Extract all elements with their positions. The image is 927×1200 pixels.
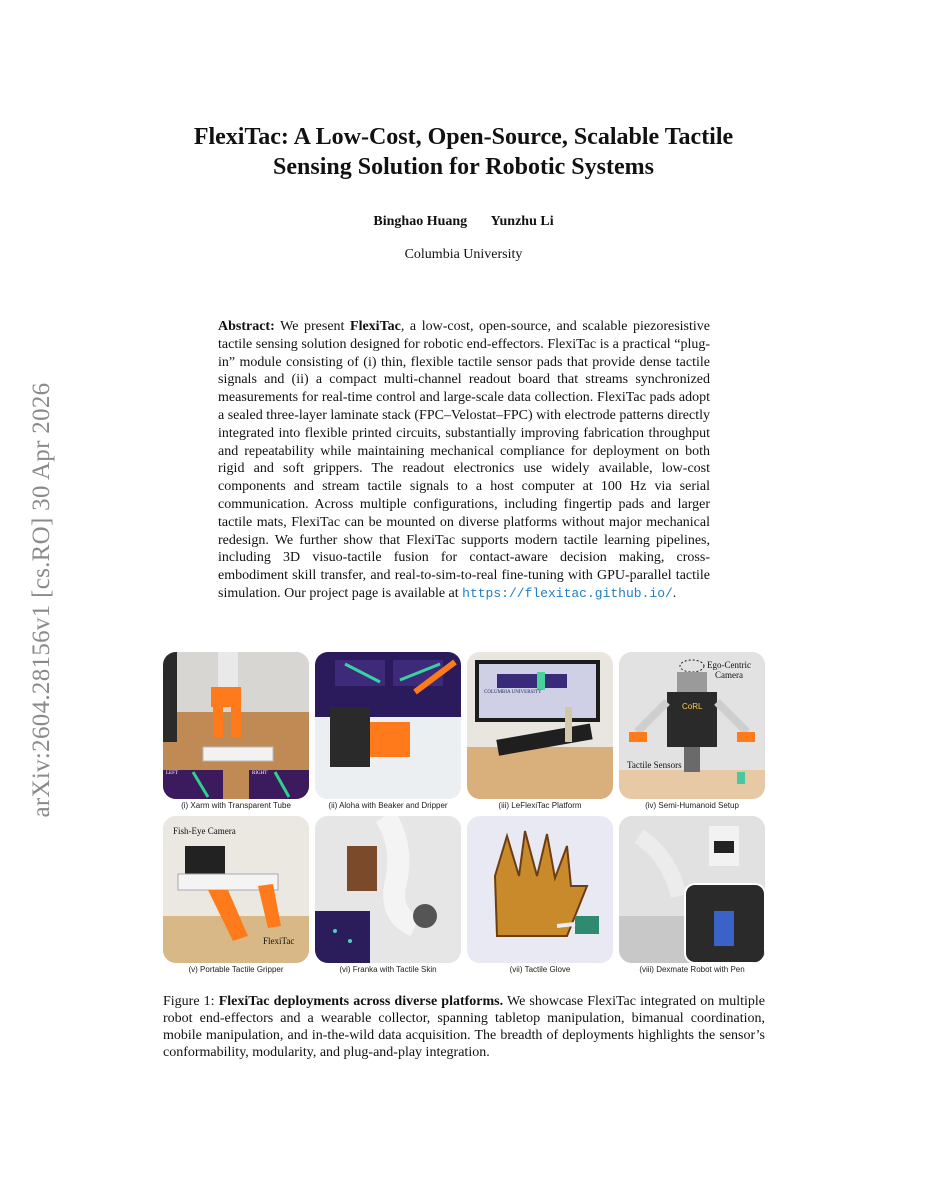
caption-dexmate: (viii) Dexmate Robot with Pen [639, 965, 745, 974]
label-right: RIGHT [252, 771, 268, 776]
author-1: Binghao Huang [373, 214, 468, 229]
project-url-link[interactable]: https://flexitac.github.io/ [462, 585, 673, 601]
abstract [218, 318, 710, 603]
abstract-label: Abstract: [218, 319, 275, 334]
label-columbia: COLUMBIA UNIVERSITY [484, 690, 542, 695]
author-2: Yunzhu Li [490, 214, 554, 229]
caption-portable-gripper: (v) Portable Tactile Gripper [188, 965, 284, 974]
panel-franka [315, 816, 461, 974]
label-ego-centric: Ego-Centric [707, 660, 751, 670]
abstract-name: FlexiTac [350, 319, 401, 334]
figure-caption-label: Figure 1: [163, 994, 215, 1009]
abstract-pre: We present [280, 319, 345, 334]
label-fish-eye: Fish-Eye Camera [173, 826, 236, 836]
photo-franka [315, 816, 461, 963]
caption-glove: (vii) Tactile Glove [509, 965, 571, 974]
photo-xarm [163, 652, 309, 799]
caption-franka: (vi) Franka with Tactile Skin [339, 965, 437, 974]
title-line-1: FlexiTac: A Low-Cost, Open-Source, Scalable Tactile [193, 124, 734, 150]
caption-leflexitac: (iii) LeFlexiTac Platform [498, 801, 582, 810]
panel-dexmate [619, 816, 765, 974]
caption-semi-humanoid: (iv) Semi-Humanoid Setup [645, 801, 739, 810]
panel-semi-humanoid [619, 652, 765, 810]
label-left: LEFT [166, 771, 178, 776]
affiliation: Columbia University [404, 247, 523, 262]
title-line-2: Sensing Solution for Robotic Systems [273, 154, 654, 180]
abstract-body: , a low-cost, open-source, and scalable piezoresistive tactile sensing solution designed for robotic end-effectors. FlexiTac is a practical “plug-in” module consisting of (i) thin, flexible tactile sensor pads that provide dense tactile signals and (ii) a compact multi-channel readout board that streams synchronized measurements for real-time control and large-scale data collection. FlexiTac pads adopt a sealed three-layer laminate stack (FPC–Velostat–FPC) with electrode patterns directly integrated into flexible printed circuits, substantially improving fabrication throughput and repeatability while maintaining mechanical compliance for deployment on both rigid and soft grippers. The readout electronics use widely available, low-cost components and stream tactile signals to a host computer at 100 Hz via serial communication. Across multiple configurations, including fingertip pads and larger tactile mats, FlexiTac can be mounted on diverse platforms without major mechanical redesign. We further show that FlexiTac supports modern tactile learning pipelines, including 3D visuo-tactile fusion for contact-aware decision making, cross-embodiment skill transfer, and real-to-sim-to-real fine-tuning with GPU-parallel tactile simulation. Our project page is available at [218, 319, 710, 601]
panel-leflexitac [467, 652, 613, 810]
photo-semi-humanoid [619, 652, 765, 799]
panel-glove [467, 816, 613, 974]
caption-aloha: (ii) Aloha with Beaker and Dripper [328, 801, 448, 810]
arxiv-sidebar-stamp [22, 0, 62, 1200]
caption-xarm: (i) Xarm with Transparent Tube [181, 801, 291, 810]
figure-1 [163, 652, 763, 977]
photo-aloha [315, 652, 461, 799]
figure-caption [163, 993, 765, 1061]
photo-glove [467, 816, 613, 963]
paper-title [120, 122, 807, 182]
label-corl: CoRL [682, 702, 703, 711]
label-tactile-sensors: Tactile Sensors [627, 760, 682, 770]
figure-caption-bold: FlexiTac deployments across diverse platforms. [218, 994, 504, 1009]
figure-caption-text: We showcase FlexiTac integrated on multiple robot end-effectors and a wearable collector, spanning tabletop manipulation, bimanual coordination, mobile manipulation, and in-the-wild data acquisition. The breadth of deployments highlights the sensor’s conformability, modularity, and plug-and-play integration. [163, 994, 765, 1060]
arxiv-id: arXiv:2604.28156v1 [cs.RO] 30 Apr 2026 [28, 382, 55, 818]
panel-portable-gripper [163, 816, 309, 974]
author-list [120, 214, 807, 230]
panel-aloha [315, 652, 461, 810]
photo-leflexitac [467, 652, 613, 799]
photo-portable-gripper [163, 816, 309, 963]
label-flexitac: FlexiTac [263, 936, 295, 946]
label-camera: Camera [715, 670, 743, 680]
abstract-end: . [672, 585, 677, 601]
panel-xarm [163, 652, 309, 810]
photo-dexmate [619, 816, 765, 963]
